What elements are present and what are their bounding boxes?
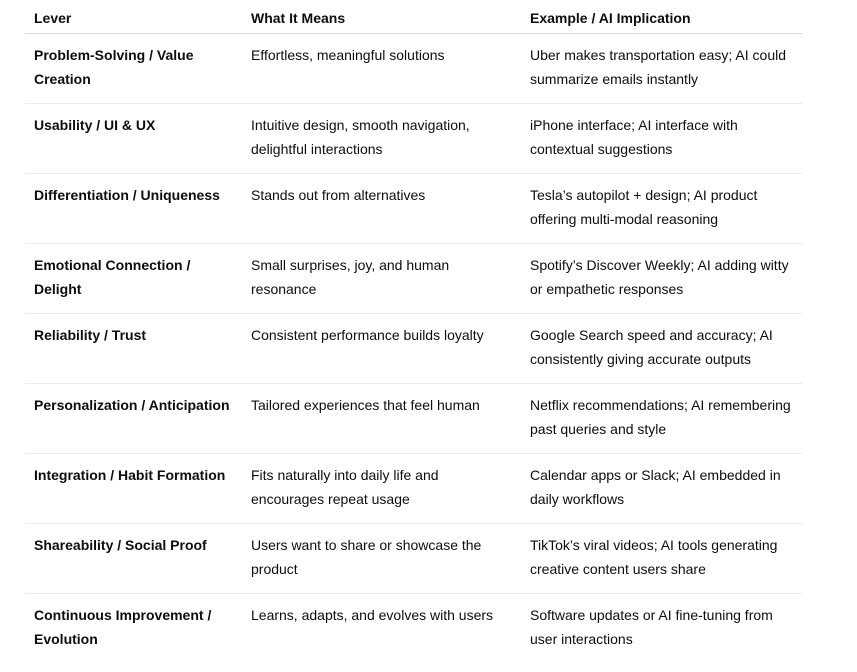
example-cell: Spotify’s Discover Weekly; AI adding witty or empathetic responses <box>521 244 802 314</box>
table-row <box>25 594 802 664</box>
meaning-cell: Consistent performance builds loyalty <box>242 314 521 384</box>
example-cell: Uber makes transportation easy; AI could summarize emails instantly <box>521 34 802 104</box>
table-row <box>25 454 802 524</box>
example-cell: Netflix recommendations; AI remembering past queries and style <box>521 384 802 454</box>
column-header-lever: Lever <box>25 0 242 34</box>
table-row <box>25 104 802 174</box>
lever-cell: Personalization / Anticipation <box>25 384 242 454</box>
table-header <box>25 0 802 34</box>
example-cell: Google Search speed and accuracy; AI consistently giving accurate outputs <box>521 314 802 384</box>
header-row <box>25 0 802 34</box>
lever-cell: Continuous Improvement / Evolution <box>34 607 212 647</box>
example-cell: Software updates or AI fine-tuning from user interactions <box>530 607 773 647</box>
column-header-meaning: What It Means <box>242 0 521 34</box>
table-row <box>25 244 802 314</box>
meaning-cell: Stands out from alternatives <box>242 174 521 244</box>
meaning-cell: Fits naturally into daily life and encourages repeat usage <box>242 454 521 524</box>
lever-cell: Usability / UI & UX <box>25 104 242 174</box>
column-header-example: Example / AI Implication <box>521 0 802 34</box>
table-row <box>25 384 802 454</box>
table-row <box>25 34 802 104</box>
lever-cell: Shareability / Social Proof <box>25 524 242 594</box>
table-row <box>25 314 802 384</box>
lever-cell: Reliability / Trust <box>25 314 242 384</box>
table-row <box>25 524 802 594</box>
example-cell: Tesla’s autopilot + design; AI product offering multi-modal reasoning <box>521 174 802 244</box>
meaning-cell: Effortless, meaningful solutions <box>242 34 521 104</box>
meaning-cell: Tailored experiences that feel human <box>242 384 521 454</box>
table-body <box>25 34 802 664</box>
example-cell: TikTok’s viral videos; AI tools generating creative content users share <box>521 524 802 594</box>
lever-cell: Integration / Habit Formation <box>25 454 242 524</box>
lever-cell: Problem-Solving / Value Creation <box>25 34 242 104</box>
lever-cell: Emotional Connection / Delight <box>25 244 242 314</box>
meaning-cell: Learns, adapts, and evolves with users <box>251 607 494 623</box>
meaning-cell: Intuitive design, smooth navigation, delightful interactions <box>242 104 521 174</box>
table-row <box>25 174 802 244</box>
meaning-cell: Users want to share or showcase the product <box>242 524 521 594</box>
meaning-cell: Small surprises, joy, and human resonance <box>242 244 521 314</box>
lever-cell: Differentiation / Uniqueness <box>25 174 242 244</box>
example-cell: iPhone interface; AI interface with contextual suggestions <box>521 104 802 174</box>
levers-table <box>25 0 802 663</box>
example-cell: Calendar apps or Slack; AI embedded in daily workflows <box>521 454 802 524</box>
